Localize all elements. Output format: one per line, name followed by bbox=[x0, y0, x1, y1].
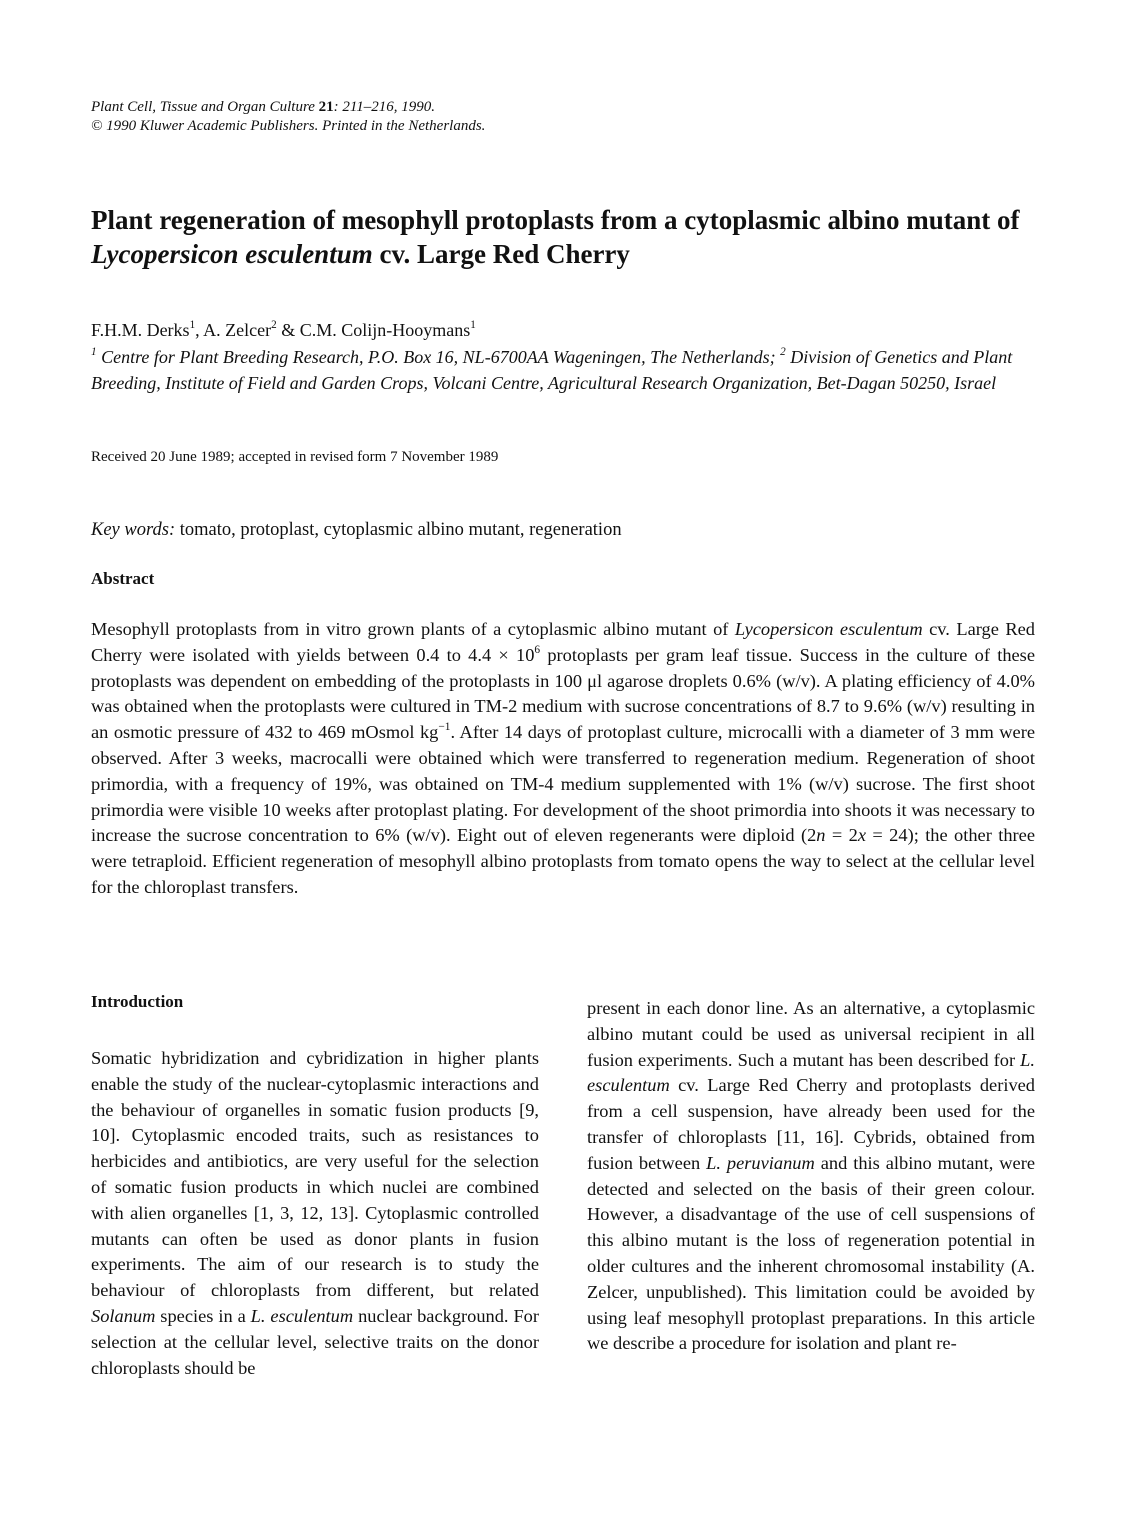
abstract-variable: n bbox=[816, 825, 826, 846]
abstract-variable: x bbox=[857, 825, 867, 846]
title-part-2: cv. Large Red Cherry bbox=[372, 239, 630, 269]
abstract-text: = 24); the other three were tetraploid. Efficient regeneration of mesophyll albino protoplasts from tomato opens the way to select at the cellular level for the chloroplast transfers. bbox=[91, 825, 1035, 897]
intro-text: nuclear background. For selection at the cellular level, selective traits on the donor chloroplasts should be bbox=[91, 1305, 539, 1378]
introduction-heading: Introduction bbox=[91, 992, 184, 1011]
journal-volume: 21 bbox=[318, 99, 334, 115]
introduction-left-column bbox=[91, 1046, 539, 1381]
abstract-text: protoplasts per gram leaf tissue. Success in the culture of these protoplasts was dependent on embedding of the protoplasts in 100 μl agarose droplets 0.6% (w/v). A plating efficiency of 4.0% was obtained when the protoplasts were cultured in TM-2 medium with sucrose concentrations of 8.7 to 9.6% (w/v) resulting in an osmotic pressure of 432 to 469 mOsmol kg bbox=[91, 644, 1036, 743]
journal-citation bbox=[91, 98, 485, 136]
keywords-label: Key words: bbox=[91, 520, 176, 540]
abstract-species: Lycopersicon esculentum bbox=[734, 619, 923, 639]
abstract-text: = 2 bbox=[825, 825, 858, 846]
intro-text: Somatic hybridization and cybridization in higher plants enable the study of the nuclear-cytoplasmic interactions and the behaviour of organelles in somatic fusion products [9, 10]. Cytoplasmic encoded traits, such as resistances to herbicides and antibiotics, are very useful for the selection of somatic fusion products in which nuclei are combined with alien organelles [1, 3, 12, 13]. Cytoplasmic controlled mutants can often be used as donor plants in fusion experiments. The aim of our research is to study the behaviour of chloroplasts from different, but related bbox=[91, 1048, 539, 1301]
abstract-exponent: 6 bbox=[534, 643, 541, 656]
author-1-affil-mark: 1 bbox=[189, 318, 196, 331]
author-2: , A. Zelcer bbox=[195, 320, 272, 340]
intro-text: and this albino mutant, were detected and selected on the basis of their green colour. However, a disadvantage of the use of cell suspensions of this albino mutant is the loss of regeneration potential in older cultures and the inherent chromosomal instability (A. Zelcer, unpublished). This limitation could be avoided by using leaf mesophyll protoplast preparations. In this article we describe a procedure for isolation and plant re- bbox=[587, 1152, 1035, 1354]
affil-2-mark: 2 bbox=[780, 345, 786, 358]
author-2-affil-mark: 2 bbox=[271, 318, 277, 331]
abstract-exponent: −1 bbox=[438, 720, 451, 733]
intro-text: present in each donor line. As an alternative, a cytoplasmic albino mutant could be used as universal recipient in all fusion experiments. Such a mutant has been described for bbox=[587, 998, 1035, 1070]
journal-copyright: © 1990 Kluwer Academic Publishers. Printed in the Netherlands. bbox=[91, 118, 486, 134]
intro-genus: Solanum bbox=[91, 1305, 156, 1326]
abstract-text: Mesophyll protoplasts from in vitro grown plants of a cytoplasmic albino mutant of bbox=[91, 619, 735, 639]
author-list bbox=[91, 318, 476, 342]
author-1: F.H.M. Derks bbox=[91, 320, 190, 340]
author-3-affil-mark: 1 bbox=[470, 318, 476, 331]
affil-1-mark: 1 bbox=[91, 345, 97, 358]
journal-line-1 bbox=[91, 98, 485, 117]
title-species: Lycopersicon esculentum bbox=[91, 239, 373, 269]
journal-name: Plant Cell, Tissue and Organ Culture bbox=[91, 99, 315, 115]
journal-pages: : 211–216, 1990. bbox=[333, 99, 436, 115]
abstract-body bbox=[91, 617, 1035, 901]
title-part-1: Plant regeneration of mesophyll protoplasts from a cytoplasmic albino mutant of bbox=[91, 205, 1020, 235]
affiliations bbox=[91, 344, 1041, 396]
intro-text: species in a bbox=[155, 1305, 251, 1326]
abstract-heading: Abstract bbox=[91, 569, 155, 588]
received-dates: Received 20 June 1989; accepted in revised form 7 November 1989 bbox=[91, 449, 499, 465]
intro-species: L. peruvianum bbox=[706, 1152, 815, 1173]
intro-species: L. esculentum bbox=[250, 1305, 354, 1326]
abstract-text: . After 14 days of protoplast culture, microcalli with a diameter of 3 mm were observed. After 3 weeks, macrocalli were obtained which were transferred to regeneration medium. Regeneration of shoot primordia, with a frequency of 19%, was obtained on TM-4 medium supplemented with 1% (w/v) sucrose. The first shoot primordia were visible 10 weeks after protoplast plating. For development of the shoot primordia into shoots it was necessary to increase the sucrose concentration to 6% (w/v). Eight out of eleven regenerants were diploid (2 bbox=[91, 722, 1035, 846]
affil-1-text: Centre for Plant Breeding Research, P.O. Box 16, NL-6700AA Wageningen, The Netherlands; bbox=[96, 347, 781, 367]
keywords-text: tomato, protoplast, cytoplasmic albino mutant, regeneration bbox=[175, 520, 622, 540]
keywords bbox=[91, 518, 622, 542]
author-3: & C.M. Colijn-Hooymans bbox=[276, 320, 471, 340]
affil-2-text: Division of Genetics and Plant Breeding, Institute of Field and Garden Crops, Volcani Centre, Agricultural Research Organization, Bet-Dagan 50250, Israel bbox=[91, 347, 1013, 393]
intro-text: cv. Large Red Cherry and protoplasts derived from a cell suspension, have already been used for the transfer of chloroplasts [11, 16]. Cybrids, obtained from fusion between bbox=[587, 1075, 1035, 1173]
intro-species: L. esculentum bbox=[587, 1049, 1035, 1096]
introduction-right-column bbox=[587, 996, 1035, 1357]
abstract-text: cv. Large Red Cherry were isolated with yields between 0.4 to 4.4 × 10 bbox=[91, 619, 1035, 665]
paper-title bbox=[91, 203, 1031, 271]
